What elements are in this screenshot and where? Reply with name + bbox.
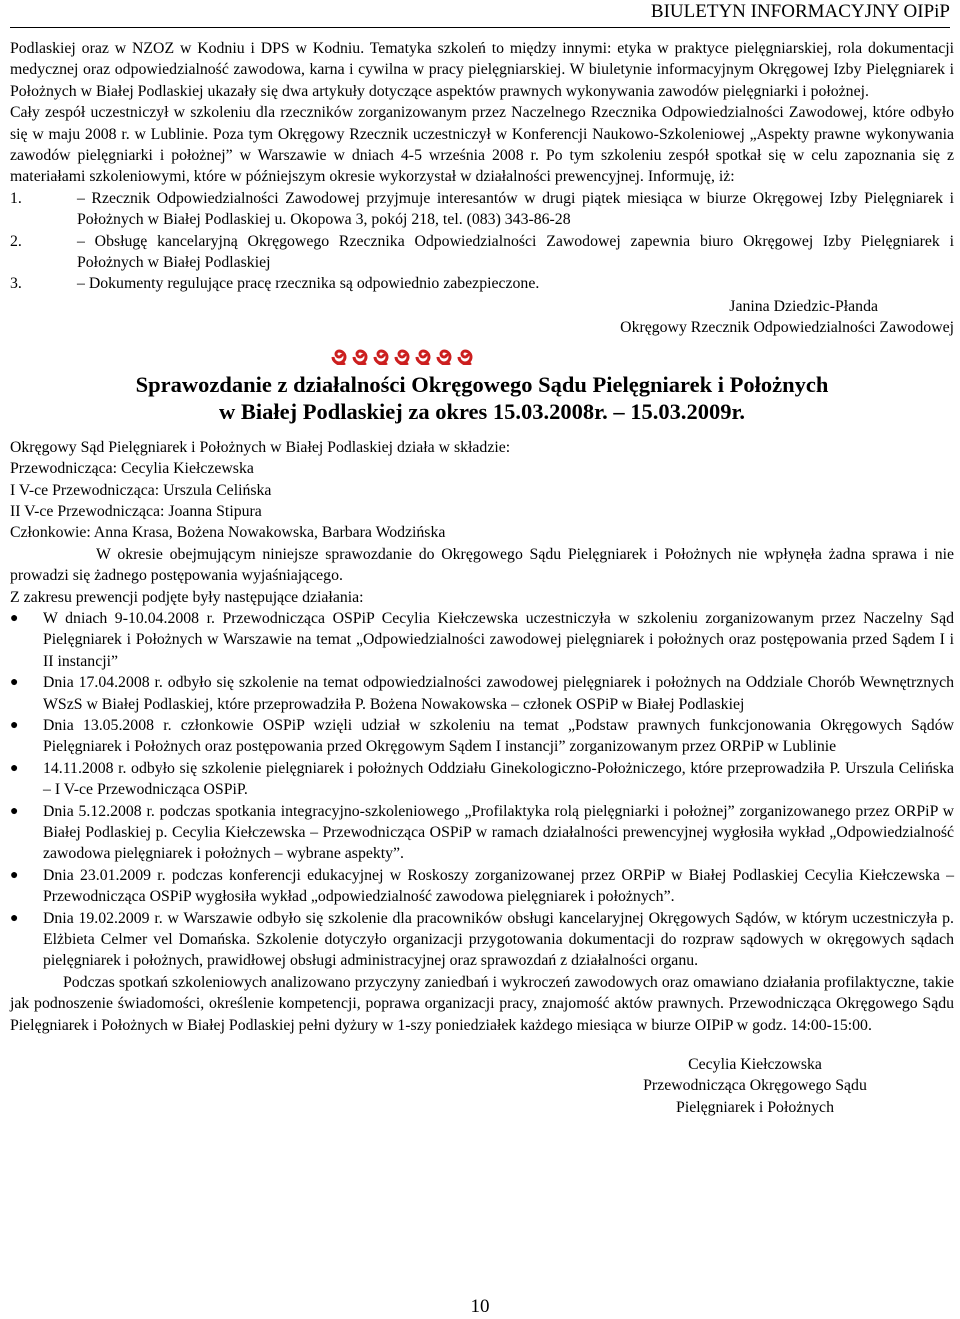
swirl-icon	[333, 351, 345, 364]
prevention-intro: Z zakresu prewencji podjęte były następujące działania:	[10, 588, 364, 606]
bullet-icon: ●	[10, 610, 19, 626]
list-item	[10, 608, 954, 672]
item-number: 2.	[10, 232, 22, 250]
closing-paragraph: Podczas spotkań szkoleniowych analizowano przyczyny zaniedbań i wykroczeń zawodowych oraz omawiano działania profilaktyczne, takie jak podnoszenie świadomości, określenie kompetencji, poprawa organizacji pracy, znajomość aktów prawnych. Przewodnicząca Okręgowego Sądu Pielęgniarek i Położnych w Białej Podlaskiej pełni dyżury w 1-szy poniedziałek każdego miesiąca w biurze OIPiP w godz. 14:00-15:00.	[10, 973, 954, 1034]
numbered-item	[10, 188, 954, 231]
bullet-icon: ●	[10, 803, 19, 819]
list-item-text: Dnia 17.04.2008 r. odbyło się szkolenie na temat odpowiedzialności zawodowej pielęgniarek i położnych na Oddziale Chorób Wewnętrznych WSzS w Białej Podlaskiej, które przeprowadziła P. Bożena Nowakowska – członek OSPiP w Białej Podlaskiej	[43, 674, 954, 713]
list-item	[10, 672, 954, 715]
signature-role: Okręgowy Rzecznik Odpowiedzialności Zawodowej	[620, 319, 954, 337]
page-number: 10	[470, 1296, 490, 1317]
bullet-icon: ●	[10, 760, 19, 776]
page-body	[10, 38, 954, 1118]
swirl-icon	[396, 351, 408, 364]
signature-name: Cecylia Kiełczowska	[688, 1056, 822, 1074]
report-title	[10, 371, 954, 425]
item-text: – Dokumenty regulujące pracę rzecznika są odpowiednio zabezpieczone.	[77, 275, 540, 293]
bullet-icon: ●	[10, 717, 19, 733]
signature-role: Przewodnicząca Okręgowego Sądu	[643, 1077, 867, 1095]
prevention-list	[10, 608, 954, 972]
court-composition	[10, 437, 954, 544]
period-paragraph: W okresie obejmującym niniejsze sprawozdanie do Okręgowego Sądu Pielęgniarek i Położnych nie wpłynęła żadna sprawa i nie prowadzi się żadnego postępowania wyjaśniającego.	[10, 545, 954, 585]
bullet-icon: ●	[10, 910, 19, 926]
list-item-text: Dnia 23.01.2009 r. podczas konferencji edukacyjnej w Roskoszy zorganizowanej przez ORPiP w Białej Podlaskiej Cecylia Kiełczewska –Przewodnicząca OSPiP wygłosiła wykład „odpowiedzialność zawodowa pielęgniarek i położnych”.	[43, 866, 954, 906]
swirl-icon	[438, 351, 450, 364]
item-text: – Obsługę kancelaryjną Okręgowego Rzecznika Odpowiedzialności Zawodowej zapewnia biuro Okręgowej Izby Pielęgniarek i Położnych w Białej Podlaskiej	[77, 232, 954, 272]
running-header	[10, 0, 950, 28]
intro-paragraph-1: Podlaskiej oraz w NZOZ w Kodniu i DPS w Kodniu. Tematyka szkoleń to między innymi: etyka w praktyce pielęgniarskiej, rola dokumentacji medycznej oraz odpowiedzialność zawodowa, karna i cywilna w pracy pielęgniarskiej. W biuletynie informacyjnym Okręgowej Izby Pielęgniarek i Położnych w Białej Podlaskiej ukazały się dwa artykuły dotyczące aspektów prawnych wykonywania zawodów pielęgniarki i położnej.	[10, 40, 954, 100]
bullet-icon: ●	[10, 675, 19, 691]
composition-line: Członkowie: Anna Krasa, Bożena Nowakowska, Barbara Wodzińska	[10, 524, 446, 542]
list-item	[10, 865, 954, 908]
report-signature	[605, 1054, 905, 1118]
swirl-icon	[375, 351, 387, 364]
list-item-text: Dnia 5.12.2008 r. podczas spotkania integracyjno-szkoleniowego „Profilaktyka rolą pielęgniarki i położnej” zorganizowanego przez ORPiP w Białej Podlaskiej p. Cecylia Kiełczewska – Przewodnicząca OSPiP w ramach działalności prewencyjnej wygłosiła wykład „Odpowiedzialność zawodowa pielęgniarek i położnych – wybrane aspekty”.	[43, 802, 954, 863]
swirl-icon	[354, 351, 366, 364]
item-text: – Rzecznik Odpowiedzialności Zawodowej przyjmuje interesantów w drugi piątek miesiąca w biurze Okręgowej Izby Pielęgniarek i Położnych w Białej Podlaskiej u. Okopowa 3, pokój 218, tel. (083) 343-86-28	[77, 189, 954, 229]
swirl-icon	[417, 351, 429, 364]
composition-line: I V-ce Przewodnicząca: Urszula Celińska	[10, 481, 272, 499]
swirl-icon	[459, 351, 471, 364]
list-item	[10, 801, 954, 865]
report-title-line-2: w Białej Podlaskiej za okres 15.03.2008r. – 15.03.2009r.	[218, 398, 746, 424]
intro-paragraph-2: Cały zespół uczestniczył w szkoleniu dla rzeczników zorganizowanym przez Naczelnego Rzecznika Odpowiedzialności Zawodowej, które odbyło się w maju 2008 r. w Lublinie. Poza tym Okręgowy Rzecznik uczestniczył w Konferencji Naukowo-Szkoleniowej „Aspekty prawne wykonywania zawodów pielęgniarki i położnej” w Warszawie w dniach 4-5 września 2008 r. Po tym szkoleniu zespół spotkał się w celu zapoznania się z materiałami szkoleniowymi, które w późniejszym okresie wykorzystał w działalności prewencyjnej. Informuję, iż:	[10, 104, 954, 186]
list-item	[10, 908, 954, 972]
decorative-divider	[329, 343, 954, 367]
composition-line: II V-ce Przewodnicząca: Joanna Stipura	[10, 502, 262, 520]
bullet-icon: ●	[10, 867, 19, 883]
list-item-text: 14.11.2008 r. odbyło się szkolenie pielęgniarek i położnych Oddziału Ginekologiczno-Położniczego, które przeprowadziła P. Urszula Celińska – I V-ce Przewodnicząca OSPiP.	[43, 759, 954, 799]
signature-role: Pielęgniarek i Położnych	[676, 1098, 834, 1116]
item-number: 3.	[10, 275, 22, 293]
list-item	[10, 715, 954, 758]
bulletin-title: BIULETYN INFORMACYJNY OIPiP	[650, 1, 950, 22]
item-number: 1.	[10, 189, 22, 207]
report-title-line-1: Sprawozdanie z działalności Okręgowego Sądu Pielęgniarek i Położnych	[135, 371, 829, 397]
composition-line: Okręgowy Sąd Pielęgniarek i Położnych w Białej Podlaskiej działa w składzie:	[10, 438, 511, 456]
list-item	[10, 758, 954, 801]
list-item-text: Dnia 19.02.2009 r. w Warszawie odbyło się szkolenie dla pracowników obsługi kancelaryjnej Okręgowych Sądów, w którym uczestniczyła p. Elżbieta Celmer vel Domańska. Szkolenie dotyczyło organizacji przygotowania dokumentacji do rozpraw sądowych w okręgowych sądach pielęgniarek i położnych, prawidłowej obsługi administracyjnej oraz sprawozdań z działalności organu.	[43, 909, 954, 970]
numbered-item	[10, 231, 954, 274]
signature-name: Janina Dziedzic-Płanda	[729, 297, 878, 315]
list-item-text: Dnia 13.05.2008 r. członkowie OSPiP wzięli udział w szkoleniu na temat „Podstaw prawnych funkcjonowania Okręgowych Sądów Pielęgniarek i Położnych oraz postępowania przed Okręgowym Sądem I instancji” zorganizowanym przez ORPiP w Lublinie	[43, 716, 954, 756]
composition-line: Przewodnicząca: Cecylia Kiełczewska	[10, 460, 254, 478]
numbered-item	[10, 273, 954, 294]
list-item-text: W dniach 9-10.04.2008 r. Przewodnicząca OSPiP Cecylia Kiełczewska uczestniczyła w szkoleniu zorganizowanym przez Naczelny Sąd Pielęgniarek i Położnych w Warszawie na temat „Odpowiedzialności zawodowej pielęgniarek i położnych oraz postępowania przed Sądem I i II instancji”	[43, 609, 954, 670]
swirl-ornament-icon	[329, 343, 479, 365]
